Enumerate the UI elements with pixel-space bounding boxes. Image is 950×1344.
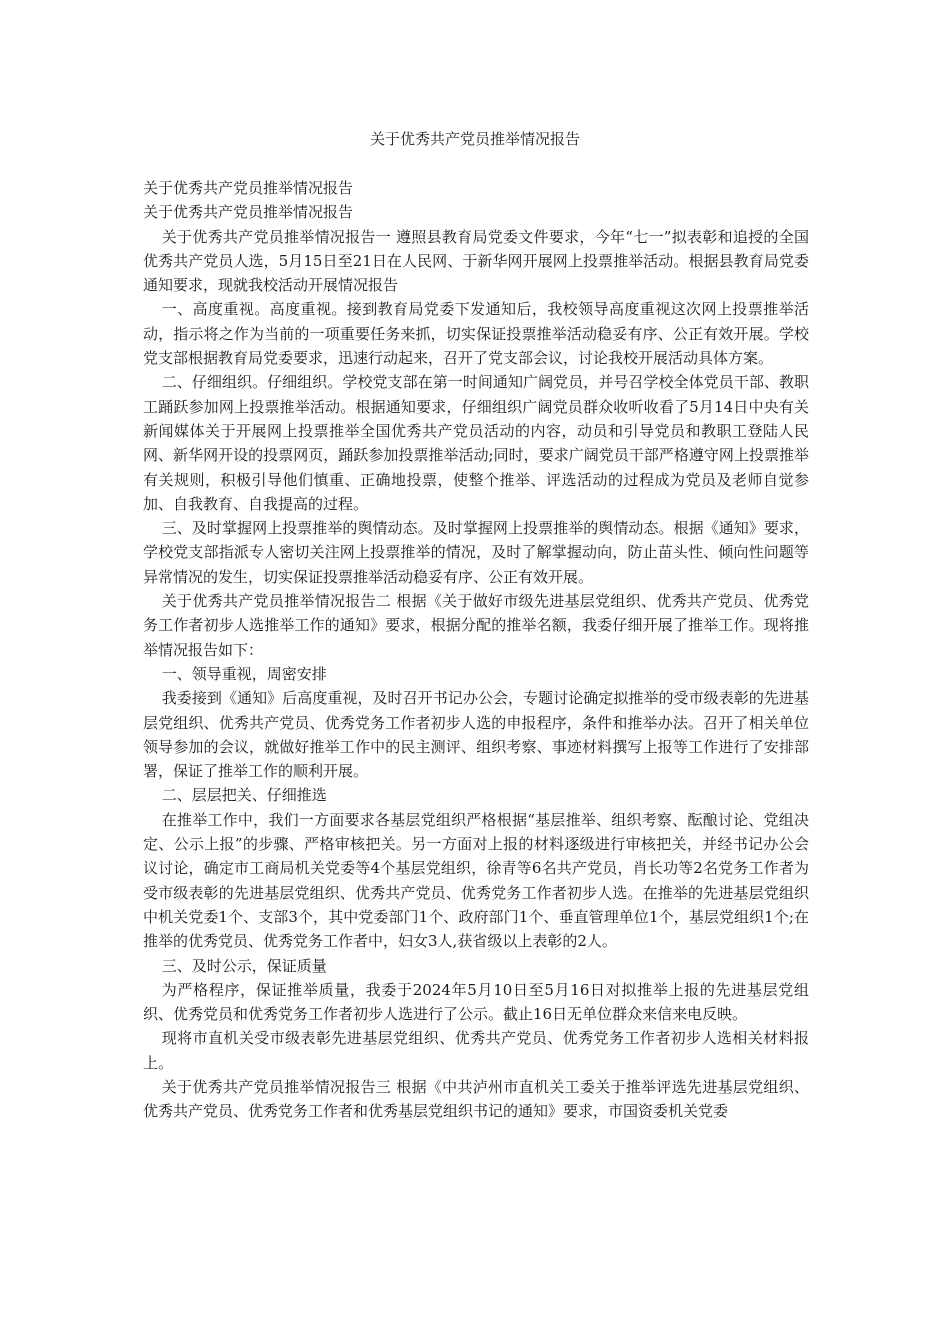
paragraph-submission: 现将市直机关受市级表彰先进基层党组织、优秀共产党员、优秀党务工作者初步人选相关材料报上。	[143, 1029, 809, 1072]
subheading-publicity: 三、及时公示，保证质量	[161, 956, 327, 975]
heading-line-2: 关于优秀共产党员推举情况报告	[143, 203, 354, 222]
paragraph-report-3-intro: 关于优秀共产党员推举情况报告三 根据《中共泸州市直机关工委关于推举评选先进基层党组织、优秀共产党员、优秀党务工作者和优秀基层党组织书记的通知》要求，市国资委机关党委	[143, 1077, 809, 1121]
paragraph-leadership: 我委接到《通知》后高度重视，及时召开书记办公会，专题讨论确定拟推举的受市级表彰的先进基层党组织、优秀共产党员、优秀党务工作者初步人选的申报程序，条件和推举办法。召开了相关单位领导参加的会议，就做好推举工作中的民主测评、组织考察、事迹材料撰写上报等工作进行了安排部署，保证了推举工作的顺利开展。	[143, 689, 809, 781]
heading-line-1: 关于优秀共产党员推举情况报告	[143, 179, 354, 197]
paragraph-publicity: 为严格程序，保证推举质量，我委于2024年5月10日至5月16日对拟推举上报的先进基层党组织、优秀党员和优秀党务工作者初步人选进行了公示。截止16日无单位群众来信来电反映。	[143, 980, 809, 1024]
paragraph-section-3: 三、及时掌握网上投票推举的舆情动态。及时掌握网上投票推举的舆情动态。根据《通知》要求，学校党支部指派专人密切关注网上投票推举的情况，及时了解掌握动向，防止苗头性、倾向性问题等异常情况的发生，切实保证投票推举活动稳妥有序、公正有效开展。	[143, 519, 809, 586]
document-title: 关于优秀共产党员推举情况报告	[369, 130, 580, 148]
paragraph-report-2-intro: 关于优秀共产党员推举情况报告二 根据《关于做好市级先进基层党组织、优秀共产党员、优秀党务工作者初步人选推举工作的通知》要求，根据分配的推举名额，我委仔细开展了推举工作。现将推举情况报告如下：	[143, 592, 809, 659]
paragraph-section-2: 二、仔细组织。仔细组织。学校党支部在第一时间通知广阔党员，并号召学校全体党员干部、教职工踊跃参加网上投票推举活动。根据通知要求，仔细组织广阔党员群众收听收看了5月14日中央有关新闻媒体关于开展网上投票推举全国优秀共产党员活动的内容，动员和引导党员和教职工登陆人民网、新华网开设的投票网页，踊跃参加投票推举活动;同时，要求广阔党员干部严格遵守网上投票推举有关规则，积极引导他们慎重、正确地投票，使整个推举、评选活动的过程成为党员及老师自觉参加、自我教育、自我提高的过程。	[143, 373, 809, 513]
paragraph-section-1: 一、高度重视。高度重视。接到教育局党委下发通知后，我校领导高度重视这次网上投票推举活动，指示将之作为当前的一项重要任务来抓，切实保证投票推举活动稳妥有序、公正有效开展。学校党支部根据教育局党委要求，迅速行动起来，召开了党支部会议，讨论我校开展活动具体方案。	[143, 300, 809, 368]
paragraph-report-1-intro: 关于优秀共产党员推举情况报告一 遵照县教育局党委文件要求，今年“七一”拟表彰和追授的全国优秀共产党员人选，5月15日至21日在人民网、于新华网开展网上投票推举活动。根据县教育局党委通知要求，现就我校活动开展情况报告	[143, 227, 809, 295]
document-body	[143, 176, 809, 1124]
subheading-review: 二、层层把关、仔细推选	[161, 786, 327, 805]
subheading-leadership: 一、领导重视，周密安排	[161, 664, 327, 683]
paragraph-review: 在推举工作中，我们一方面要求各基层党组织严格根据“基层推举、组织考察、酝酿讨论、党组决定、公示上报”的步骤、严格审核把关。另一方面对上报的材料逐级进行审核把关，并经书记办公会议讨论，确定市工商局机关党委等4个基层党组织，徐青等6名共产党员，肖长功等2名党务工作者为受市级表彰的先进基层党组织、优秀共产党员、优秀党务工作者初步人选。在推举的先进基层党组织中机关党委1个、支部3个，其中党委部门1个、政府部门1个、垂直管理单位1个，基层党组织1个;在推举的优秀党员、优秀党务工作者中，妇女3人,获省级以上表彰的2人。	[143, 810, 809, 951]
